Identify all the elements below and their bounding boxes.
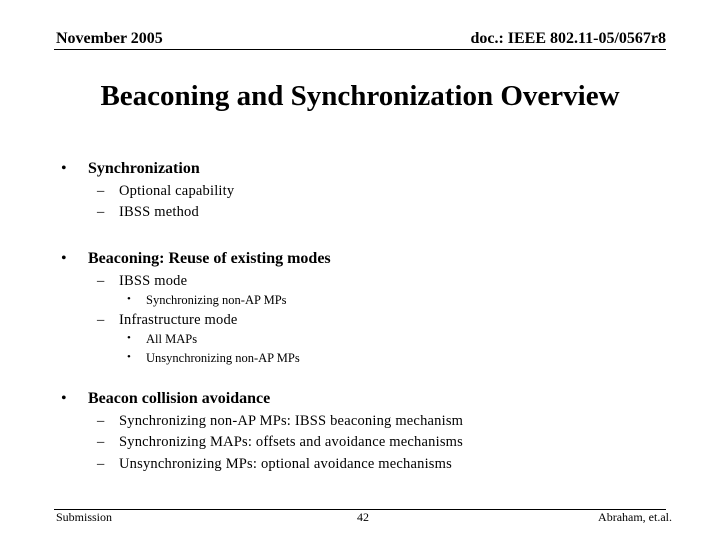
sub-sub-bullet-text: All MAPs xyxy=(146,332,198,346)
sub-sub-bullet-text: Synchronizing non-AP MPs xyxy=(146,293,287,307)
sub-sub-bullet-all-maps xyxy=(127,332,198,347)
sub-sub-bullet-unsync-non-ap xyxy=(127,351,300,366)
bullet-icon: • xyxy=(127,332,131,344)
sub-bullet-unsync-mps xyxy=(97,456,452,473)
sub-bullet-text: Infrastructure mode xyxy=(119,312,238,328)
sub-bullet-text: Synchronizing MAPs: offsets and avoidance mechanisms xyxy=(119,434,463,450)
sub-bullet-text: IBSS mode xyxy=(119,273,188,289)
bullet-text: Synchronization xyxy=(88,160,200,177)
sub-bullet-ibss-mode xyxy=(97,273,188,290)
bullet-collision-avoidance xyxy=(61,390,271,408)
dash-icon: – xyxy=(97,434,105,450)
sub-bullet-sync-maps xyxy=(97,434,463,451)
sub-bullet-optional-capability xyxy=(97,183,235,200)
header-date: November 2005 xyxy=(56,30,163,47)
bullet-icon: • xyxy=(61,160,67,177)
sub-bullet-text: IBSS method xyxy=(119,204,199,220)
dash-icon: – xyxy=(97,312,105,328)
bullet-icon: • xyxy=(127,293,131,305)
dash-icon: – xyxy=(97,273,105,289)
footer-page-number: 42 xyxy=(357,510,369,524)
dash-icon: – xyxy=(97,183,105,199)
bullet-icon: • xyxy=(127,351,131,363)
sub-bullet-text: Optional capability xyxy=(119,183,235,199)
slide-title: Beaconing and Synchronization Overview xyxy=(100,80,620,112)
bullet-text: Beacon collision avoidance xyxy=(88,390,271,407)
bullet-icon: • xyxy=(61,250,67,267)
dash-icon: – xyxy=(97,413,105,429)
dash-icon: – xyxy=(97,204,105,220)
sub-bullet-ibss-method xyxy=(97,204,199,221)
sub-sub-bullet-sync-non-ap xyxy=(127,293,287,308)
bullet-beaconing xyxy=(61,250,331,268)
footer-author: Abraham, et.al. xyxy=(598,510,672,524)
bullet-text: Beaconing: Reuse of existing modes xyxy=(88,250,331,267)
dash-icon: – xyxy=(97,456,105,472)
sub-bullet-sync-non-ap-ibss xyxy=(97,413,464,430)
sub-sub-bullet-text: Unsynchronizing non-AP MPs xyxy=(146,351,300,365)
bullet-icon: • xyxy=(61,390,67,407)
sub-bullet-infrastructure-mode xyxy=(97,312,238,329)
header-rule xyxy=(54,49,666,50)
footer-submission: Submission xyxy=(56,510,113,524)
header-doc-id: doc.: IEEE 802.11-05/0567r8 xyxy=(470,30,666,47)
bullet-synchronization xyxy=(61,160,200,178)
sub-bullet-text: Unsynchronizing MPs: optional avoidance mechanisms xyxy=(119,456,452,472)
sub-bullet-text: Synchronizing non-AP MPs: IBSS beaconing mechanism xyxy=(119,413,464,429)
